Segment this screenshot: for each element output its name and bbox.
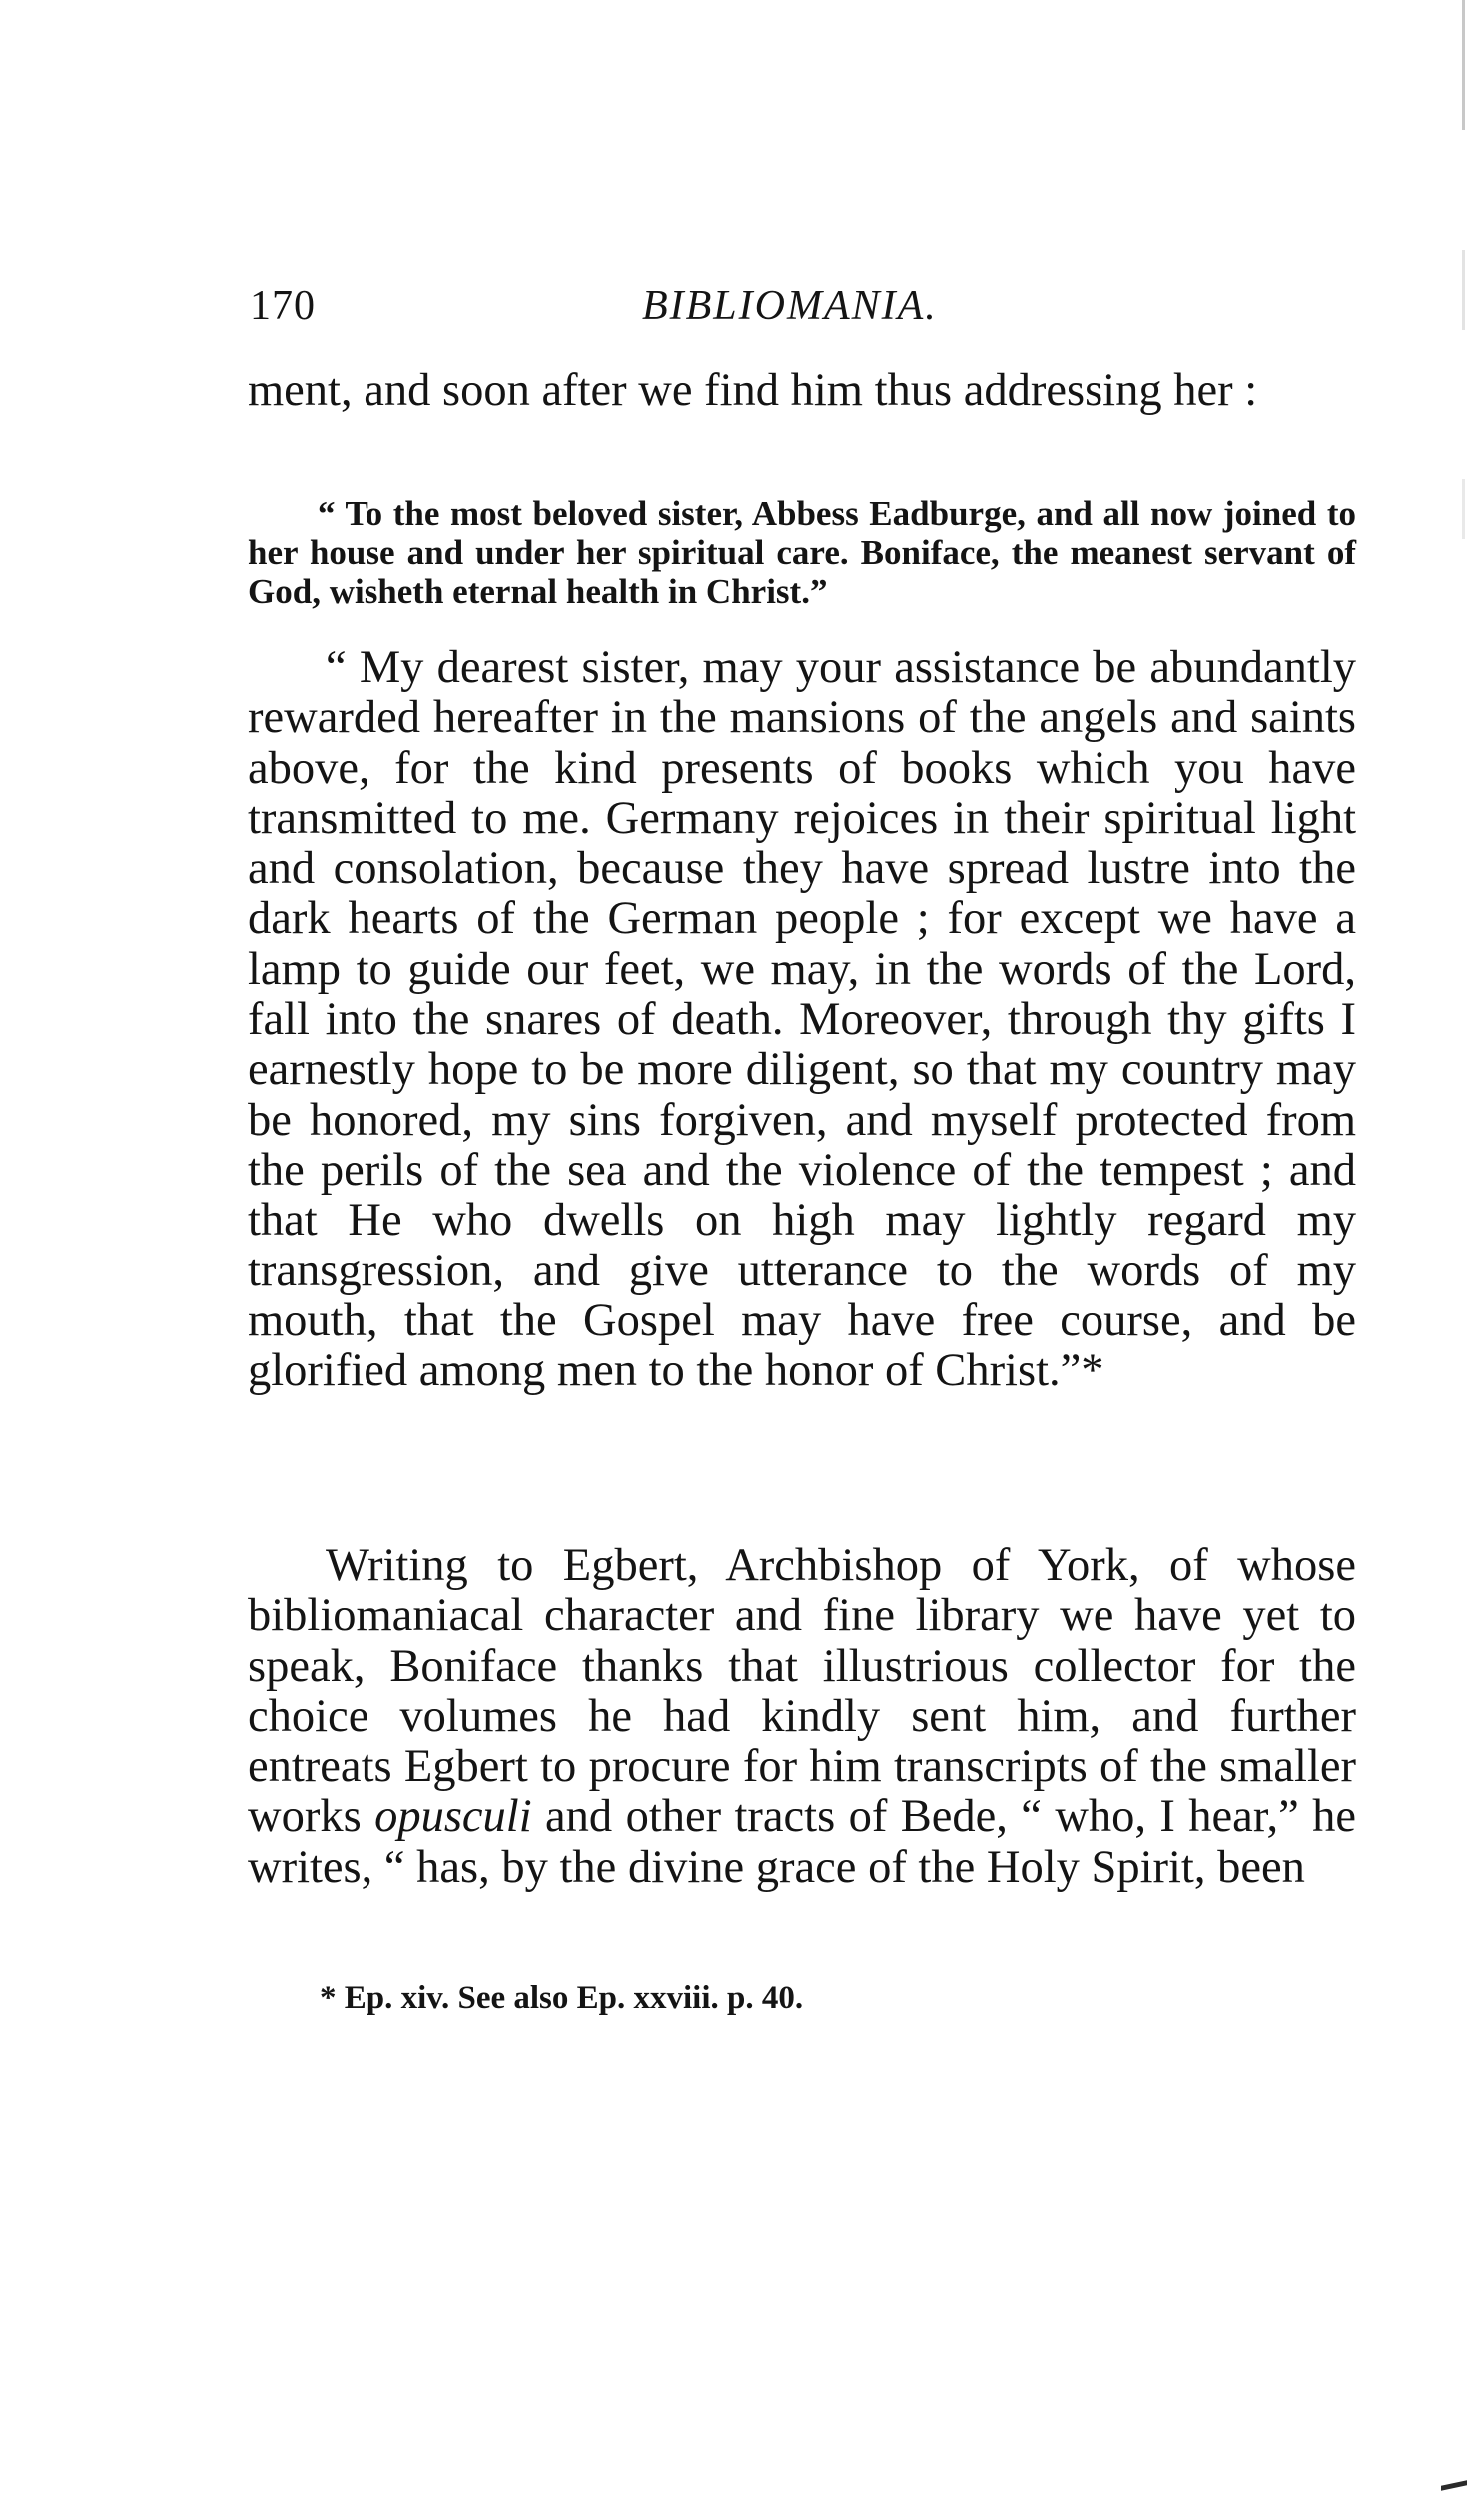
letter-paragraph: “ My dearest sister, may your assistance be abundantly rewarded hereafter in the mansions of the angels and saints above, for the kind presents of books which you have transmitted to me. Germany rejoices in their spiritual light and consolation, because they have spread lustre into the dark hearts of the German people ; for except we have a lamp to guide our feet, we may, in the words of the Lord, fall into the snares of death. Moreover, through thy gifts I earnestly hope to be more diligent, so that my country may be honored, my sins forgiven, and myself protected from the perils of the sea and the violence of the tempest ; and that He who dwells on high may lightly regard my transgression, and give utterance to the words of my mouth, that the Gospel may have free course, and be glorified among men to the honor of Christ.”*: [248, 642, 1356, 1397]
egbert-paragraph: [248, 1541, 1356, 1893]
salutation-quote: “ To the most beloved sister, Abbess Eadburge, and all now joined to her house and under her spiritual care. Boniface, the meanest servant of God, wisheth eternal health in Christ.”: [248, 494, 1356, 611]
page-header: [248, 282, 1356, 332]
page-number: 170: [250, 283, 316, 329]
running-title: BIBLIOMANIA.: [642, 283, 938, 329]
footnote: * Ep. xiv. See also Ep. xxviii. p. 40.: [320, 1980, 804, 2016]
italic-term: opusculi: [374, 1791, 532, 1843]
scan-edge-mark: [1462, 479, 1465, 539]
opening-paragraph: ment, and soon after we find him thus addressing her :: [248, 365, 1258, 416]
egbert-text-after: and other tracts of Bede, “ who, I hear,” he writes, “ has, by the divine grace of the Holy Spirit, been: [248, 1791, 1356, 1893]
scan-edge-mark: [1462, 250, 1465, 330]
scan-edge-mark: [1462, 0, 1465, 130]
scan-corner-mark: [1441, 2480, 1467, 2491]
egbert-text-before: Writing to Egbert, Archbishop of York, of whose bibliomaniacal character and fine library we have yet to speak, Boniface thanks that illustrious collector for the choice volumes he had kindly sent him, and further entreats Egbert to procure for him transcripts of the smaller works: [248, 1540, 1356, 1843]
